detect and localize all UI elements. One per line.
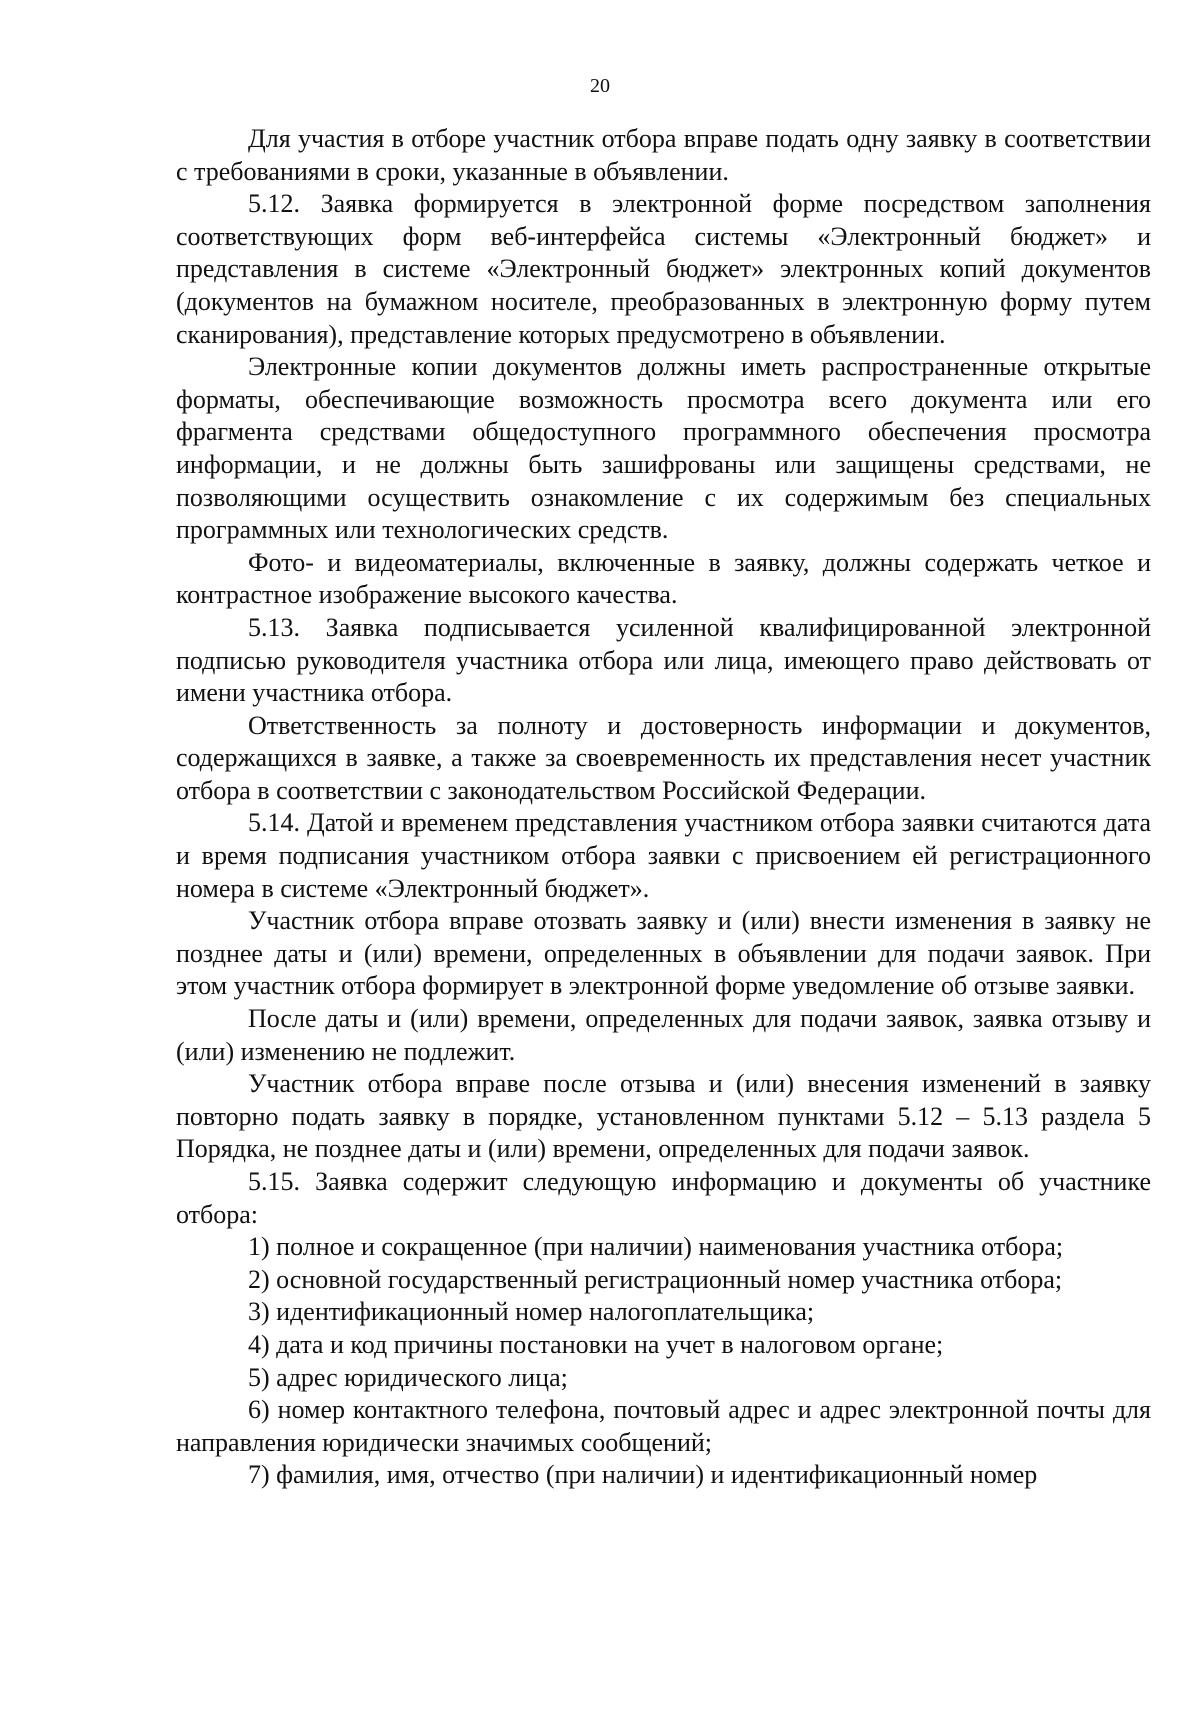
paragraph: Для участия в отборе участник отбора вправе подать одну заявку в соответствии с требованиями в сроки, указанные в объявлении. [176,124,1151,186]
list-item: 1) полное и сокращенное (при наличии) наименования участника отбора; [248,1232,1064,1262]
list-item: 5) адрес юридического лица; [248,1362,568,1392]
paragraph: 5.14. Датой и временем представления участником отбора заявки считаются дата и время подписания участником отбора заявки с присвоением ей регистрационного номера в системе «Электронный бюджет». [176,808,1151,903]
paragraph: Фото- и видеоматериалы, включенные в заявку, должны содержать четкое и контрастное изображение высокого качества. [176,547,1151,610]
list-item: 7) фамилия, имя, отчество (при наличии) и идентификационный номер [248,1460,1038,1490]
paragraph: Электронные копии документов должны иметь распространенные открытые форматы, обеспечивающие возможность просмотра всего документа или его фрагмента средствами общедоступного программного обеспечения просмотра информации, и не должны быть зашифрованы или защищены средствами, не позволяющими осуществить ознакомление с их содержимым без специальных программных или технологических средств. [176,352,1151,545]
list-item: 3) идентификационный номер налогоплательщика; [248,1297,815,1327]
list-item: 6) номер контактного телефона, почтовый адрес и адрес электронной почты для направления юридически значимых сообщений; [176,1395,1151,1457]
paragraph: После даты и (или) времени, определенных для подачи заявок, заявка отзыву и (или) изменению не подлежит. [176,1004,1151,1066]
paragraph: Участник отбора вправе после отзыва и (или) внесения изменений в заявку повторно подать заявку в порядке, установленном пунктами 5.12 – 5.13 раздела 5 Порядка, не позднее даты и (или) времени, определенных для подачи заявок. [176,1069,1151,1164]
paragraph: Участник отбора вправе отозвать заявку и (или) внести изменения в заявку не позднее даты и (или) времени, определенных в объявлении для подачи заявок. При этом участник отбора формирует в электронной форме уведомление об отзыве заявки. [176,906,1151,1001]
paragraph: 5.12. Заявка формируется в электронной форме посредством заполнения соответствующих форм веб-интерфейса системы «Электронный бюджет» и представления в системе «Электронный бюджет» электронных копий документов (документов на бумажном носителе, преобразованных в электронную форму путем сканирования), представление которых предусмотрено в объявлении. [176,189,1151,349]
paragraph: Ответственность за полноту и достоверность информации и документов, содержащихся в заявке, а также за своевременность их представления несет участник отбора в соответствии с законодательством Российской Федерации. [176,710,1151,805]
page-number: 20 [590,75,610,97]
paragraph: 5.15. Заявка содержит следующую информацию и документы об участнике отбора: [176,1167,1151,1229]
document-body [176,123,1151,1492]
paragraph: 5.13. Заявка подписывается усиленной квалифицированной электронной подписью руководителя участника отбора или лица, имеющего право действовать от имени участника отбора. [176,612,1151,708]
list-item: 2) основной государственный регистрационный номер участника отбора; [248,1264,1063,1294]
list-item: 4) дата и код причины постановки на учет в налоговом органе; [248,1329,944,1359]
